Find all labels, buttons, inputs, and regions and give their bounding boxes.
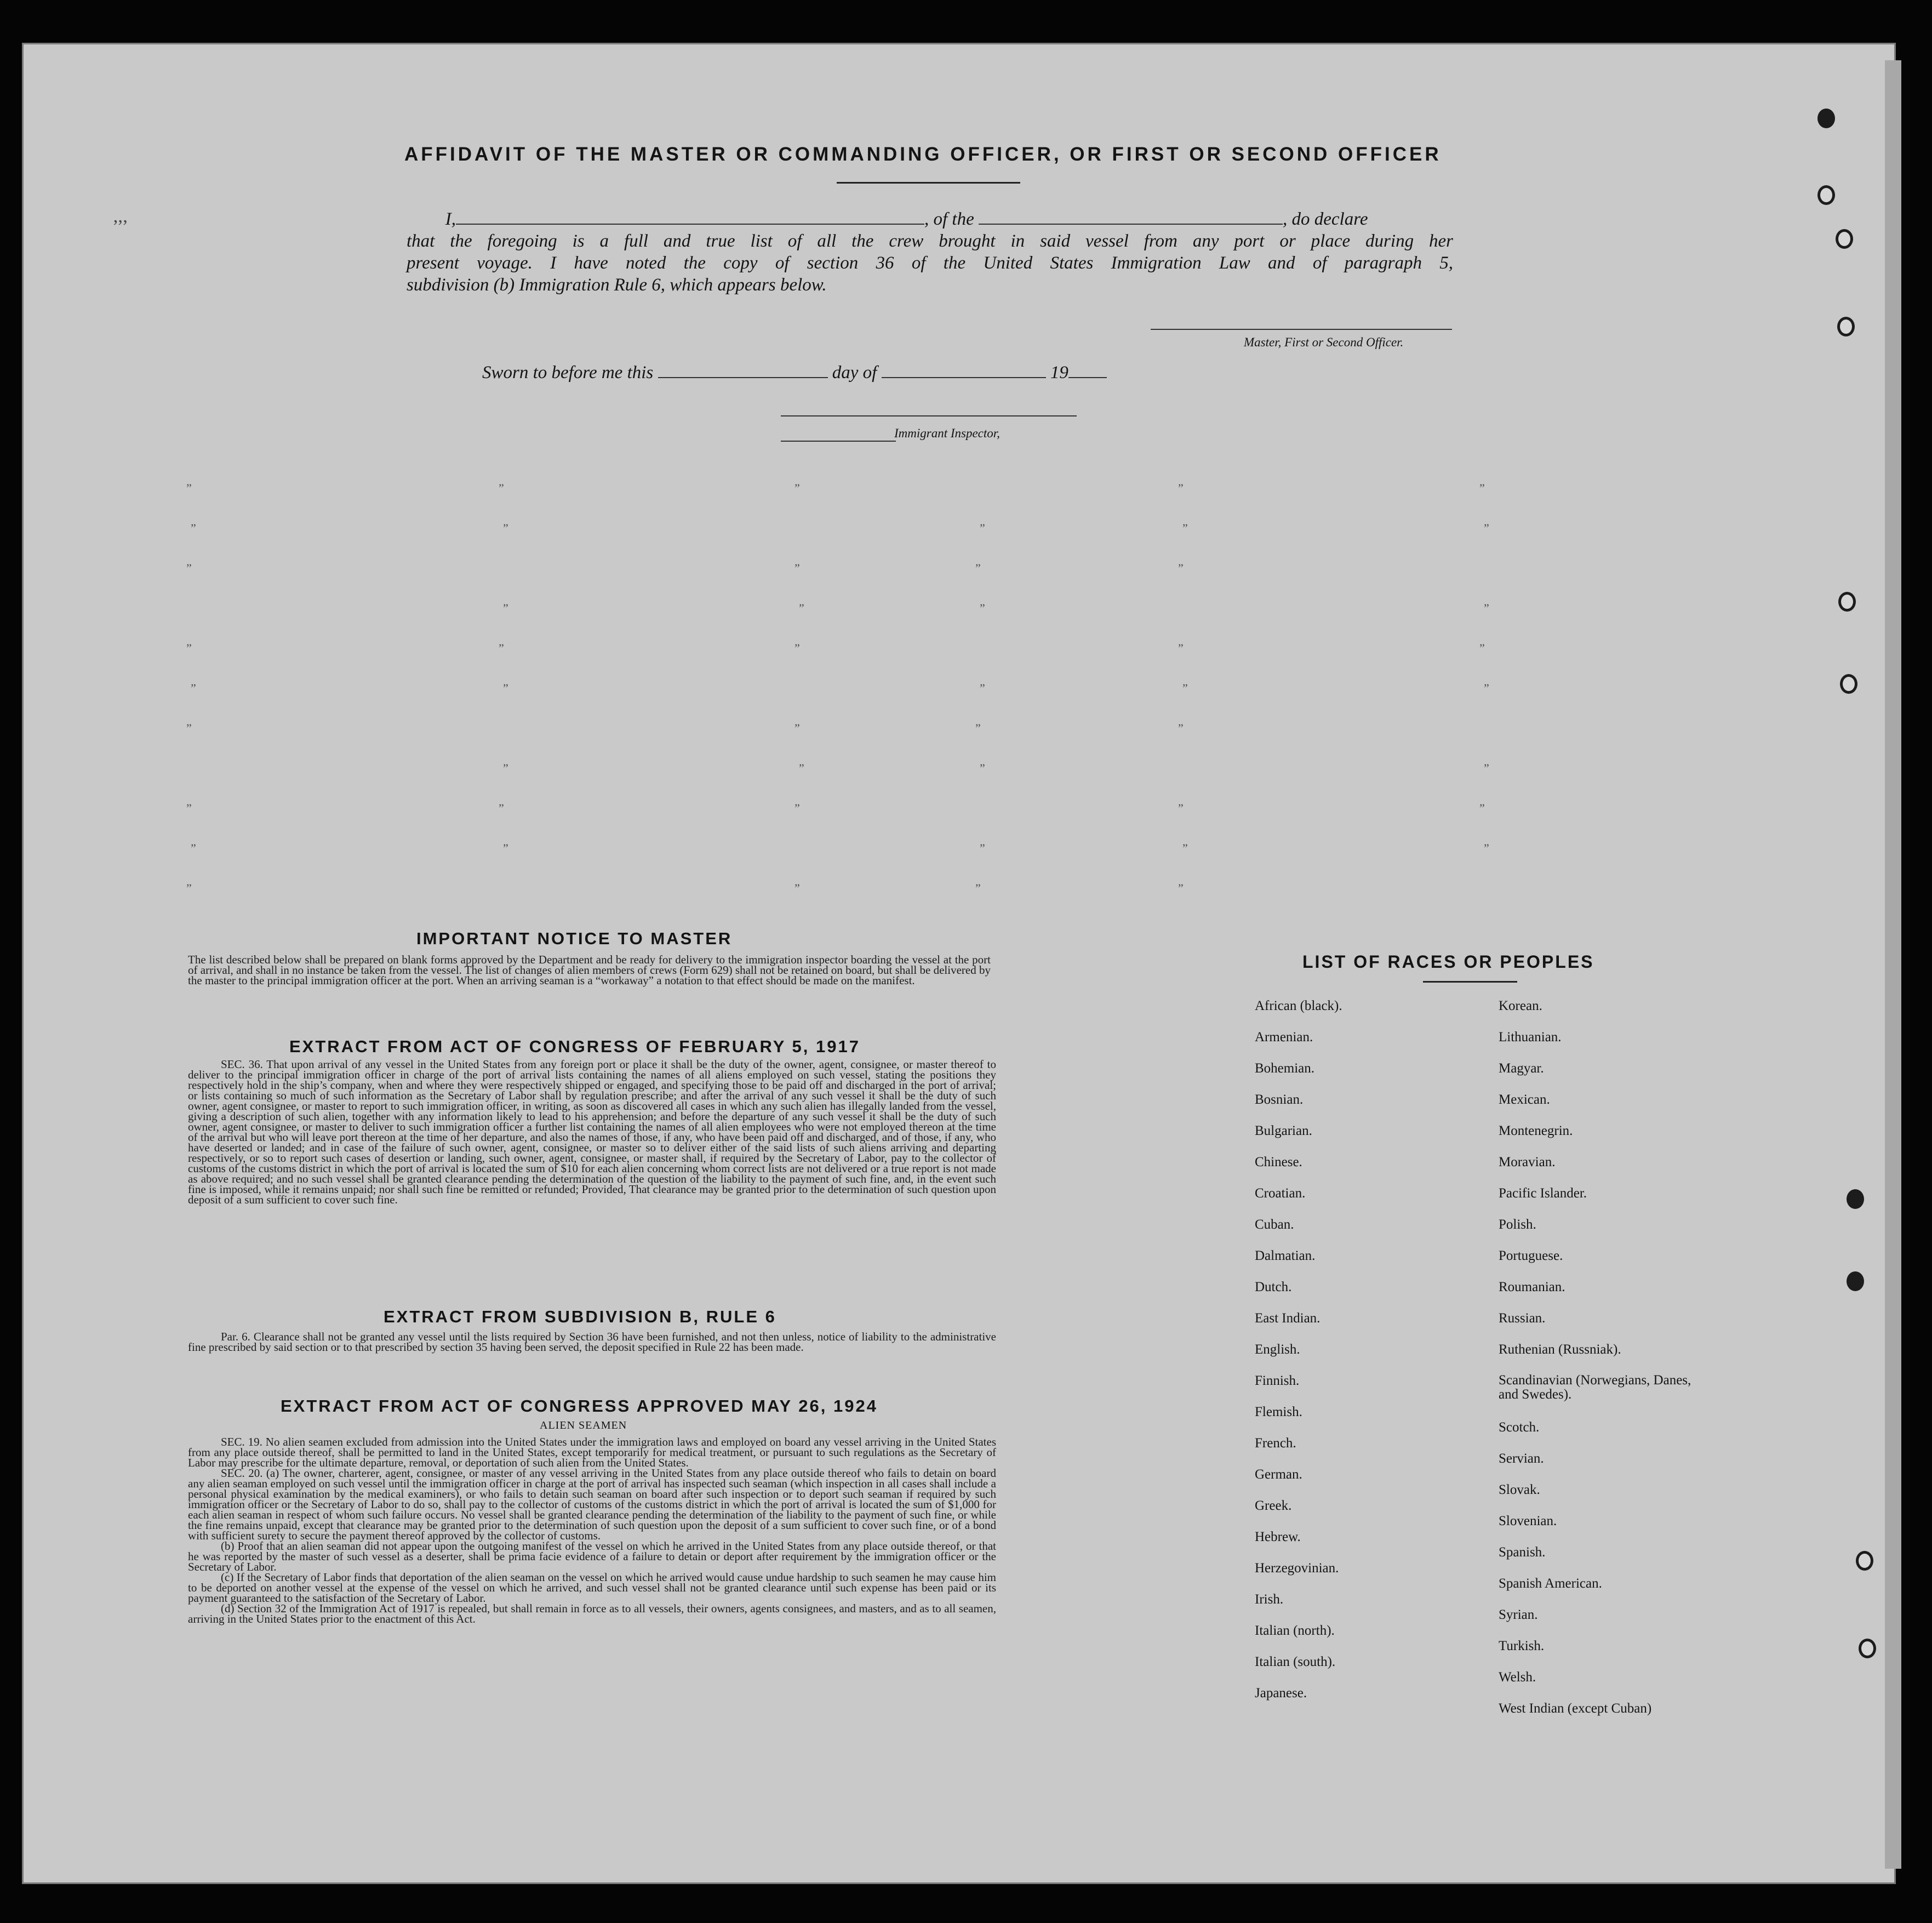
race-item: Finnish. [1255, 1373, 1300, 1388]
extract-1924-paragraph: (b) Proof that an alien seaman did not appear upon the outgoing manifest of the vessel on which he arrived in the United States from any place outside thereof, or that he was reported by the master of such vessel as a deserter, shall be prima facie evidence of a failure to detain or deport after requirement by the immigration officer or the Secretary of Labor. [188, 1539, 996, 1573]
affidavit-declare: , do declare [1282, 209, 1368, 229]
inspector-signature-line[interactable] [781, 415, 1077, 416]
race-item: Slovak. [1499, 1482, 1540, 1497]
race-item: Italian (south). [1255, 1654, 1336, 1669]
ditto-mark: ” [799, 761, 805, 775]
punch-hole [1847, 1189, 1864, 1209]
race-item: Greek. [1255, 1498, 1292, 1513]
race-item: Bohemian. [1255, 1061, 1315, 1076]
race-item: Croatian. [1255, 1186, 1306, 1201]
race-item: Scotch. [1499, 1420, 1540, 1435]
ditto-mark: ” [980, 841, 986, 855]
race-item: Montenegrin. [1499, 1123, 1573, 1138]
race-item: African (black). [1255, 998, 1342, 1013]
affidavit-title: AFFIDAVIT OF THE MASTER OR COMMANDING OFFICER, OR FIRST OR SECOND OFFICER [404, 144, 1442, 165]
page-edge [1885, 60, 1901, 1869]
signature-caption: Master, First or Second Officer. [1244, 335, 1404, 349]
ditto-mark: ” [1484, 841, 1490, 855]
ditto-mark: ” [499, 641, 505, 655]
signature-line[interactable] [1151, 329, 1452, 330]
sworn-day-field[interactable] [658, 362, 828, 378]
extract-1917-paragraph: SEC. 36. That upon arrival of any vessel in the United States from any foreign port or place it shall be the duty of the owner, agent, consignee, or master thereof to deliver to the principal immigration officer in charge of the port of arrival lists containing the names of all aliens employed on such vessel, stating the positions they respectively hold in the ship’s company, when and where they were respectively shipped or engaged, and specifying those to be paid off and discharged in the port of arrival; or lists containing so much of such information as the Secretary of Labor shall by regulation prescribe; and after the arrival of any such vessel it shall be the duty of such owner, agent consignee, or master to report to such immigration officer, in writing, as soon as discovered all cases in which any such alien has illegally landed from the vessel, giving a description of such alien, together with any information likely to lead to his apprehension; and before the departure of any such vessel it shall be the duty of such owner, agent consignee, or master to deliver to such immigration officer a further list containing the names of all alien employees who were not employed thereon at the time of the arrival but who will leave port thereon at the time of her departure, and also the names of those, if any, who have been paid off and discharged, and of those, if any, who have deserted or landed; and in case of the failure of such owner, agent, consignee, or master so to deliver either of the said lists of such aliens arriving and departing respectively, or so to report such cases of desertion or landing, such owner, agent, consignee, or master shall, if required by the Secretary of Labor, pay to the collector of customs of the customs district in which the port of arrival is located the sum of $10 for each alien concerning whom correct lists are not delivered or a true report is not made as above required; and no such vessel shall be granted clearance pending the determination of the question of the liability to the payment of such fine, and, in the event such fine is imposed, while it remains unpaid; nor shall such fine be remitted or refunded; Provided, That clearance may be granted prior to the determination of such question upon deposit of a sum sufficient to cover such fine. [188, 1058, 996, 1206]
punch-hole [1838, 592, 1856, 612]
ditto-mark: ” [1182, 521, 1189, 535]
ditto-mark: ” [1178, 881, 1185, 895]
title-rule [837, 182, 1020, 184]
master-name-field[interactable] [456, 208, 924, 225]
punch-hole [1847, 1271, 1864, 1291]
ditto-mark: ” [975, 721, 982, 735]
race-item: Moravian. [1499, 1155, 1556, 1169]
ditto-mark: ” [503, 761, 510, 775]
race-item: Hebrew. [1255, 1530, 1301, 1544]
punch-hole [1859, 1639, 1876, 1658]
race-item: Bosnian. [1255, 1092, 1304, 1107]
ditto-mark: ” [1484, 521, 1490, 535]
ditto-mark: ” [980, 761, 986, 775]
extract-rule6-title: EXTRACT FROM SUBDIVISION B, RULE 6 [384, 1307, 776, 1326]
race-item: Welsh. [1499, 1670, 1536, 1685]
ditto-mark: ” [1178, 641, 1185, 655]
extract-1924-paragraph: SEC. 20. (a) The owner, charterer, agent, consignee, or master of any vessel arriving in the United States from any place outside thereof who fails to detain on board any alien seaman employed on such vessel until the immigration officer in charge at the port of arrival has inspected such seaman (which inspection in all cases shall include a personal physical examination by the medical examiners), or who fails to detain such seaman on board after such inspection or to deport such seaman if required by such immigration officer or the Secretary of Labor to do so, shall pay to the collector of customs of the customs district in which the port of arrival is located the sum of $1,000 for each alien seaman in respect of whom such failure occurs. No vessel shall be granted clearance pending the determination of the liability to the payment of such fine, or while the fine remains unpaid, except that clearance may be granted prior to the determination of such question upon the deposit of a sum sufficient to cover such fine, or of a bond with sufficient surety to secure the payment thereof approved by the collector of customs. [188, 1466, 996, 1542]
race-item: Italian (north). [1255, 1623, 1335, 1638]
ditto-mark: ” [503, 601, 510, 615]
ditto-mark: ” [1178, 721, 1185, 735]
race-item: Magyar. [1499, 1061, 1544, 1076]
race-item: Ruthenian (Russniak). [1499, 1342, 1621, 1357]
ditto-mark: ” [980, 521, 986, 535]
punch-hole [1817, 109, 1835, 128]
race-item: Roumanian. [1499, 1280, 1565, 1294]
affidavit-of-the: , of the [924, 209, 974, 229]
ditto-mark: ” [1182, 681, 1189, 695]
race-item: Slovenian. [1499, 1514, 1557, 1528]
ditto-mark: ” [1484, 681, 1490, 695]
punch-hole [1840, 674, 1857, 694]
punch-hole [1856, 1551, 1873, 1571]
ditto-mark: ” [503, 841, 510, 855]
ditto-mark: ” [191, 681, 197, 695]
ditto-mark: ” [1479, 801, 1486, 815]
ditto-mark: ” [499, 481, 505, 495]
races-title-rule [1423, 981, 1517, 983]
ditto-mark: ” [186, 641, 193, 655]
punch-hole [1837, 317, 1855, 336]
sworn-text: Sworn to before me this [482, 363, 654, 383]
ditto-mark: ” [1484, 761, 1490, 775]
ditto-mark: ” [186, 721, 193, 735]
race-item: Irish. [1255, 1592, 1284, 1607]
notice-text: The list described below shall be prepared on blank forms approved by the Department and be ready for delivery to the immigration inspector boarding the vessel at the port of arrival, and shall in no instance be taken from the vessel. The list of changes of alien members of crews (Form 629) shall not be retained on board, but shall be delivered by the master to the principal immigration officer at the port. When an arriving seaman is a “workaway” a notation to that effect should be made on the manifest. [188, 953, 991, 987]
race-item: Cuban. [1255, 1217, 1294, 1232]
race-item: Japanese. [1255, 1686, 1307, 1701]
punch-hole [1817, 185, 1835, 205]
race-item: German. [1255, 1467, 1302, 1482]
ditto-mark: ” [1178, 561, 1185, 575]
ditto-mark: ” [1484, 601, 1490, 615]
sworn-line [482, 362, 1107, 383]
ditto-mark: ” [980, 601, 986, 615]
year-prefix: 19 [1050, 363, 1068, 383]
race-item: Flemish. [1255, 1405, 1302, 1419]
ditto-mark: ” [1182, 841, 1189, 855]
race-item: Bulgarian. [1255, 1123, 1312, 1138]
race-item: Armenian. [1255, 1030, 1313, 1045]
race-item: Portuguese. [1499, 1248, 1563, 1263]
ditto-mark: ” [503, 681, 510, 695]
ditto-mark: ” [794, 881, 801, 895]
margin-mark: ’’’ [112, 216, 128, 237]
extract-1917-title: EXTRACT FROM ACT OF CONGRESS OF FEBRUARY 5, 1917 [289, 1037, 860, 1056]
punch-hole [1836, 229, 1853, 249]
affidavit-body [407, 208, 1453, 296]
inspector-title-line [781, 441, 896, 442]
ditto-mark: ” [1178, 481, 1185, 495]
race-item: Mexican. [1499, 1092, 1550, 1107]
race-item: Dutch. [1255, 1280, 1292, 1294]
ditto-mark: ” [186, 801, 193, 815]
race-item: Turkish. [1499, 1639, 1545, 1653]
race-item: Lithuanian. [1499, 1030, 1562, 1045]
extract-1924-text [188, 1437, 996, 1624]
vessel-name-field[interactable] [979, 208, 1283, 225]
extract-1917-text [188, 1059, 996, 1205]
ditto-mark: ” [186, 881, 193, 895]
ditto-mark: ” [794, 641, 801, 655]
ditto-mark: ” [980, 681, 986, 695]
ditto-mark: ” [191, 521, 197, 535]
race-item: Syrian. [1499, 1607, 1538, 1622]
day-of-text: day of [832, 363, 877, 383]
race-item: Russian. [1499, 1311, 1546, 1326]
affidavit-line2: that the foregoing is a full and true list of all the crew brought in said vessel from any port or place during her [407, 231, 1453, 251]
ditto-mark: ” [794, 481, 801, 495]
ditto-mark: ” [503, 521, 510, 535]
race-item: Servian. [1499, 1451, 1544, 1466]
ditto-mark: ” [191, 841, 197, 855]
ditto-mark: ” [799, 601, 805, 615]
extract-rule6-paragraph: Par. 6. Clearance shall not be granted any vessel until the lists required by Section 36 have been furnished, and not then unless, notice of liability to the administrative fine prescribed by said section or to that prescribed by section 35 having been served, the deposit specified in Rule 22 has been made. [188, 1330, 996, 1354]
race-item: East Indian. [1255, 1311, 1321, 1326]
ditto-mark: ” [1178, 801, 1185, 815]
extract-rule6-text [188, 1332, 996, 1353]
race-item: Chinese. [1255, 1155, 1302, 1169]
race-item: French. [1255, 1436, 1296, 1451]
affidavit-i: I, [445, 209, 456, 229]
ditto-mark: ” [794, 561, 801, 575]
race-item: Polish. [1499, 1217, 1536, 1232]
ditto-mark: ” [499, 801, 505, 815]
ditto-mark: ” [1479, 641, 1486, 655]
sworn-year-field[interactable] [1068, 362, 1107, 378]
ditto-mark: ” [794, 721, 801, 735]
race-item: English. [1255, 1342, 1300, 1357]
race-item: Spanish. [1499, 1545, 1546, 1560]
ditto-mark: ” [1479, 481, 1486, 495]
ditto-mark: ” [975, 881, 982, 895]
ditto-mark: ” [186, 481, 193, 495]
extract-1924-title: EXTRACT FROM ACT OF CONGRESS APPROVED MAY 26, 1924 [281, 1396, 878, 1416]
affidavit-line3: present voyage. I have noted the copy of section 36 of the United States Immigration Law and of paragraph 5, [407, 253, 1453, 273]
races-title: LIST OF RACES OR PEOPLES [1302, 952, 1594, 972]
race-item: Scandinavian (Norwegians, Danes, and Swedes). [1499, 1373, 1691, 1402]
notice-title: IMPORTANT NOTICE TO MASTER [416, 929, 733, 948]
sworn-month-field[interactable] [882, 362, 1046, 378]
ditto-mark: ” [975, 561, 982, 575]
extract-1924-paragraph: SEC. 19. No alien seamen excluded from admission into the United States under the immigration laws and employed on board any vessel arriving in the United States from any place outside thereof, shall be permitted to land in the United States, except temporarily for medical treatment, or pursuant to such regulations as the Secretary of Labor may prescribe for the ultimate departure, removal, or deportation of such alien from the United States. [188, 1435, 996, 1469]
affidavit-line4: subdivision (b) Immigration Rule 6, which appears below. [407, 275, 827, 295]
race-item: Herzegovinian. [1255, 1561, 1339, 1576]
extract-1924-paragraph: (d) Section 32 of the Immigration Act of 1917 is repealed, but shall remain in force as to all vessels, their owners, agents consignees, and masters, and as to all seamen, arriving in the United States prior to the enactment of this Act. [188, 1602, 996, 1625]
race-item: Spanish American. [1499, 1576, 1602, 1591]
inspector-caption: Immigrant Inspector, [894, 426, 1000, 440]
race-item: Dalmatian. [1255, 1248, 1316, 1263]
ditto-mark: ” [794, 801, 801, 815]
race-item: Pacific Islander. [1499, 1186, 1587, 1201]
ditto-mark: ” [186, 561, 193, 575]
extract-1924-subtitle: ALIEN SEAMEN [540, 1419, 627, 1431]
race-item: West Indian (except Cuban) [1499, 1701, 1652, 1716]
extract-1924-paragraph: (c) If the Secretary of Labor finds that deportation of the alien seaman on the vessel on which he arrived would cause undue hardship to such seamen he may cause him to be deported on another vessel at the expense of the vessel on which he arrived, and such vessel shall not be granted clearance until such expense has been paid or its payment guaranteed to the satisfaction of the Secretary of Labor. [188, 1571, 996, 1605]
race-item: Korean. [1499, 998, 1542, 1013]
